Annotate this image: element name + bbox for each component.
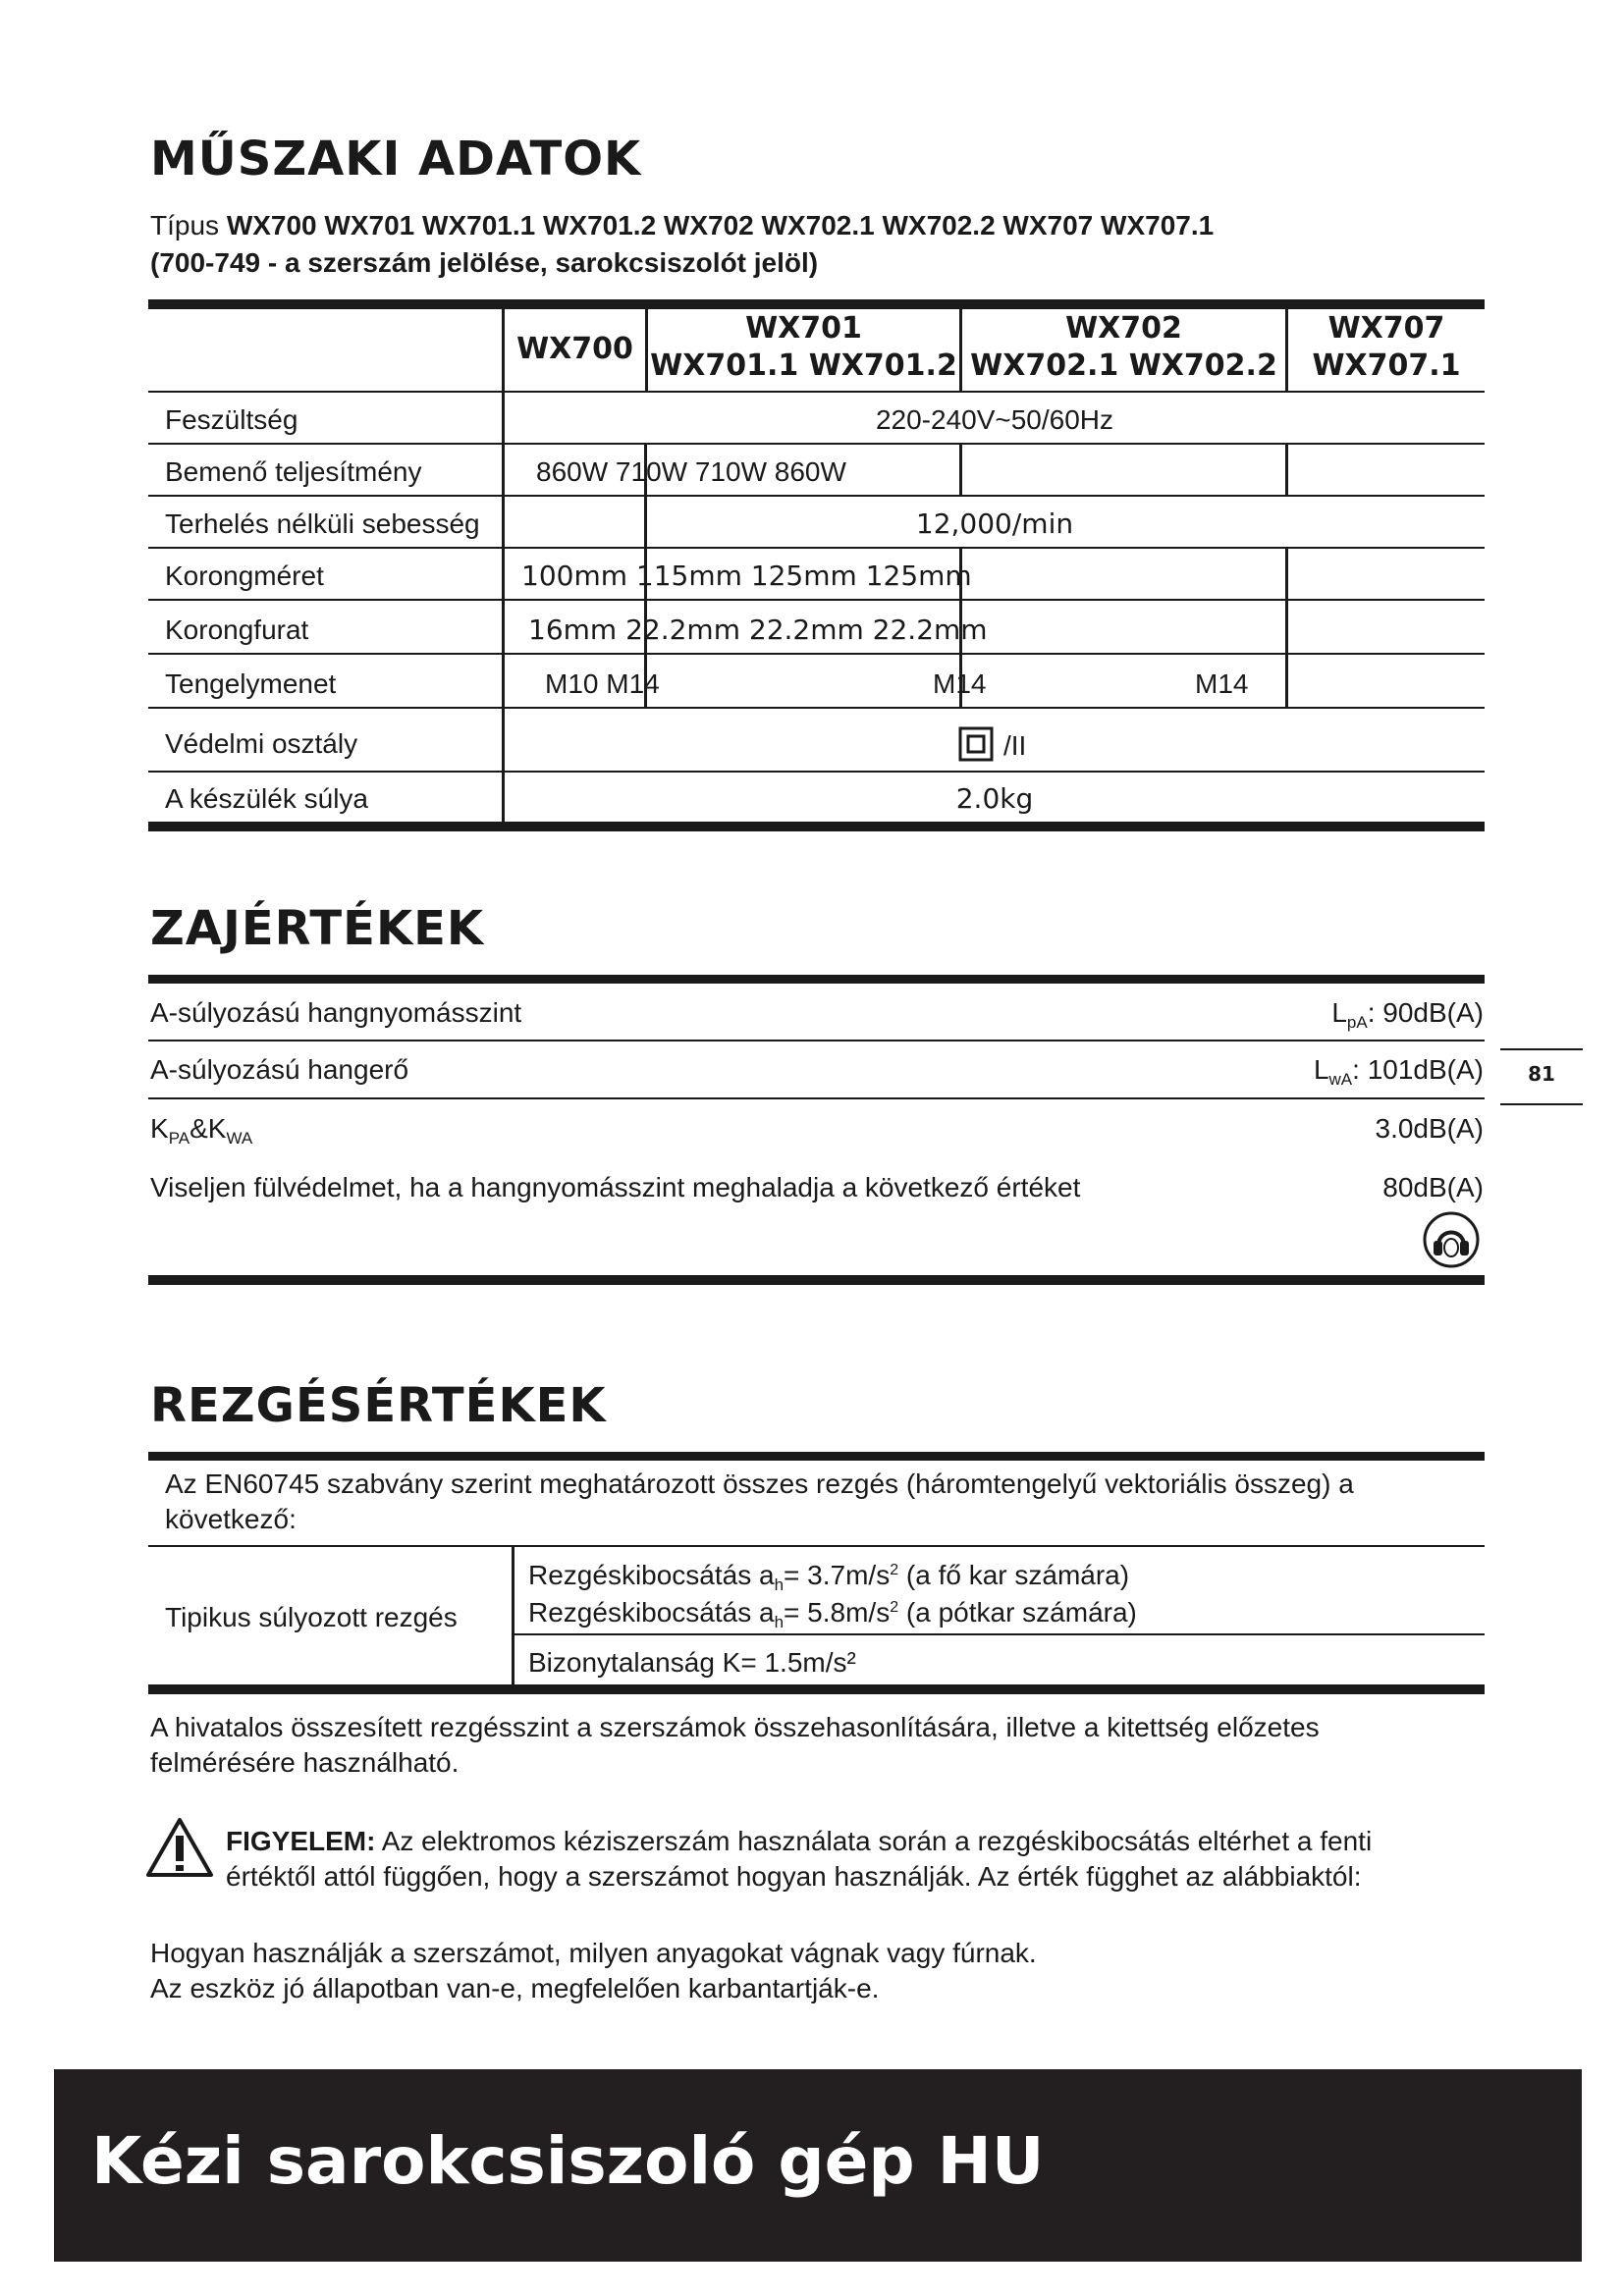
noise-row-rule [148, 1040, 1485, 1041]
vibration-superscript: 2 [890, 1562, 899, 1578]
noise-label-ear-protection: Viseljen fülvédelmet, ha a hangnyomásszint meghaladja a következő értéket [150, 1172, 1081, 1202]
table-row-rule [148, 495, 1485, 497]
noise-top-rule [148, 975, 1485, 984]
vibration-heading: REZGÉSÉRTÉKEK [150, 1378, 607, 1433]
row-label-weight: A készülék súlya [165, 783, 368, 814]
noise-symbol-l: L [1313, 1054, 1329, 1085]
vibration-paragraph: A hivatalos összesített rezgésszint a szerszámok összehasonlítására, illetve a kitettség előzetes felmérésére használható. [150, 1712, 1320, 1778]
table-col-divider [1285, 444, 1288, 495]
col-header-wx707-variants: WX707.1 [1312, 348, 1461, 383]
row-label-power: Bemenő teljesítmény [165, 456, 422, 487]
vibration-intro: Az EN60745 szabvány szerint meghatározott összes rezgés (háromtengelyű vektoriális összeg) a következő: [165, 1468, 1354, 1534]
vibration-col-divider [512, 1546, 514, 1685]
row-label-speed: Terhelés nélküli sebesség [165, 508, 480, 539]
col-header-wx701: WX701 [745, 311, 862, 346]
row-value-spindle-1: M10 M14 [545, 668, 660, 699]
table-bottom-rule [148, 822, 1485, 831]
noise-label-pressure: A-súlyozású hangnyomásszint [150, 997, 522, 1028]
type-label: Típus [150, 210, 220, 240]
table-row-rule [148, 707, 1485, 709]
table-col-divider [1285, 547, 1288, 707]
vibration-top-rule [148, 1452, 1485, 1461]
vibration-row-rule [148, 1545, 1485, 1547]
noise-value-ear-protection: 80dB(A) [1382, 1172, 1484, 1202]
row-value-protection: /II [1003, 730, 1027, 761]
table-row-rule [148, 547, 1485, 549]
row-label-spindle: Tengelymenet [165, 668, 337, 699]
type-line [150, 208, 1214, 243]
vibration-emission-aux [528, 1590, 1137, 1640]
noise-subscript: wA [1328, 1070, 1353, 1089]
table-row-rule [148, 653, 1485, 655]
col-header-wx702-variants: WX702.1 WX702.2 [970, 348, 1277, 383]
page-number-rule-top [1500, 1048, 1583, 1050]
noise-subscript: PA [168, 1129, 190, 1148]
noise-subscript: WA [226, 1129, 253, 1148]
type-models: WX700 WX701 WX701.1 WX701.2 WX702 WX702.1 WX702.2 WX707 WX707.1 [226, 210, 1215, 240]
row-label-bore: Korongfurat [165, 614, 309, 645]
vibration-subscript: h [774, 1613, 785, 1631]
page-number-rule-bottom [1500, 1103, 1583, 1105]
row-label-voltage: Feszültség [165, 404, 298, 435]
vibration-subscript: h [774, 1575, 785, 1594]
row-value-disc-size: 100mm 115mm 125mm 125mm [521, 560, 972, 592]
row-value-spindle-3: M14 [1195, 668, 1249, 699]
col-header-wx707: WX707 [1327, 311, 1445, 346]
noise-heading: ZAJÉRTÉKEK [150, 901, 485, 956]
noise-bottom-rule [148, 1275, 1485, 1285]
row-label-protection: Védelmi osztály [165, 728, 358, 759]
row-value-weight: 2.0kg [955, 782, 1034, 815]
noise-label-power: A-súlyozású hangerő [150, 1054, 409, 1085]
ear-protection-icon [1422, 1210, 1481, 1269]
noise-k-symbol: &K [189, 1113, 227, 1144]
noise-subscript: pA [1346, 1013, 1368, 1032]
vibration-text: = 5.8m/s [784, 1597, 891, 1628]
specs-heading: MŰSZAKI ADATOK [150, 132, 642, 187]
row-label-disc-size: Korongméret [165, 561, 324, 591]
usage-line-2: Az eszköz jó állapotban van-e, megfelelően karbantartják-e. [150, 1973, 880, 2003]
table-row-rule [148, 443, 1485, 445]
noise-row-rule [148, 1097, 1485, 1099]
page-number: 81 [1528, 1062, 1555, 1086]
vibration-text: = 3.7m/s [784, 1560, 891, 1590]
row-value-power: 860W 710W 710W 860W [536, 456, 846, 487]
row-value-voltage: 220-240V~50/60Hz [875, 404, 1114, 435]
double-insulation-icon [958, 726, 994, 762]
col-header-wx702: WX702 [1065, 311, 1182, 346]
vibration-typical-label: Tipikus súlyozott rezgés [165, 1602, 458, 1632]
vibration-text: Rezgéskibocsátás a [528, 1597, 775, 1628]
table-col-divider [502, 309, 505, 822]
table-row-rule [148, 771, 1485, 773]
vibration-text: (a pótkar számára) [898, 1597, 1137, 1628]
col-header-wx701-variants: WX701.1 WX701.2 [650, 348, 957, 383]
noise-symbol-l: L [1331, 997, 1347, 1028]
noise-value-pressure [1331, 995, 1484, 1041]
warning-icon [145, 1816, 214, 1879]
footer-title: Kézi sarokcsiszoló gép HU [91, 2123, 1045, 2199]
row-value-bore: 16mm 22.2mm 22.2mm 22.2mm [528, 614, 988, 646]
vibration-superscript: 2 [890, 1599, 899, 1616]
table-top-rule [148, 299, 1485, 309]
warning-line-1 [226, 1824, 1372, 1859]
warning-text: Az elektromos kéziszerszám használata során a rezgéskibocsátás eltérhet a fenti [375, 1826, 1373, 1856]
vibration-text: (a fő kar számára) [898, 1560, 1130, 1590]
row-value-spindle-2: M14 [933, 668, 987, 699]
noise-label-uncertainty [150, 1111, 252, 1156]
table-row-rule [148, 599, 1485, 601]
table-header-rule [148, 391, 1485, 393]
noise-k-symbol: K [150, 1113, 169, 1144]
vibration-bottom-rule [148, 1684, 1485, 1694]
noise-value-uncertainty: 3.0dB(A) [1375, 1113, 1484, 1144]
warning-title: FIGYELEM: [226, 1826, 376, 1856]
noise-value: : 90dB(A) [1367, 997, 1484, 1028]
vibration-uncertainty: Bizonytalanság K= 1.5m/s² [528, 1647, 856, 1678]
warning-line-2: értéktől attól függően, hogy a szerszámot hogyan használják. Az érték függhet az alábbiaktól: [226, 1861, 1362, 1892]
noise-value-power [1314, 1052, 1484, 1097]
table-col-divider [959, 444, 962, 495]
vibration-text: Rezgéskibocsátás a [528, 1560, 775, 1590]
usage-line-1: Hogyan használják a szerszámot, milyen anyagokat vágnak vagy fúrnak. [150, 1938, 1037, 1968]
type-note: (700-749 - a szerszám jelölése, sarokcsiszolót jelöl) [150, 247, 819, 278]
col-header-wx700: WX700 [516, 332, 633, 366]
row-value-speed: 12,000/min [915, 507, 1074, 540]
noise-value: : 101dB(A) [1352, 1054, 1484, 1085]
